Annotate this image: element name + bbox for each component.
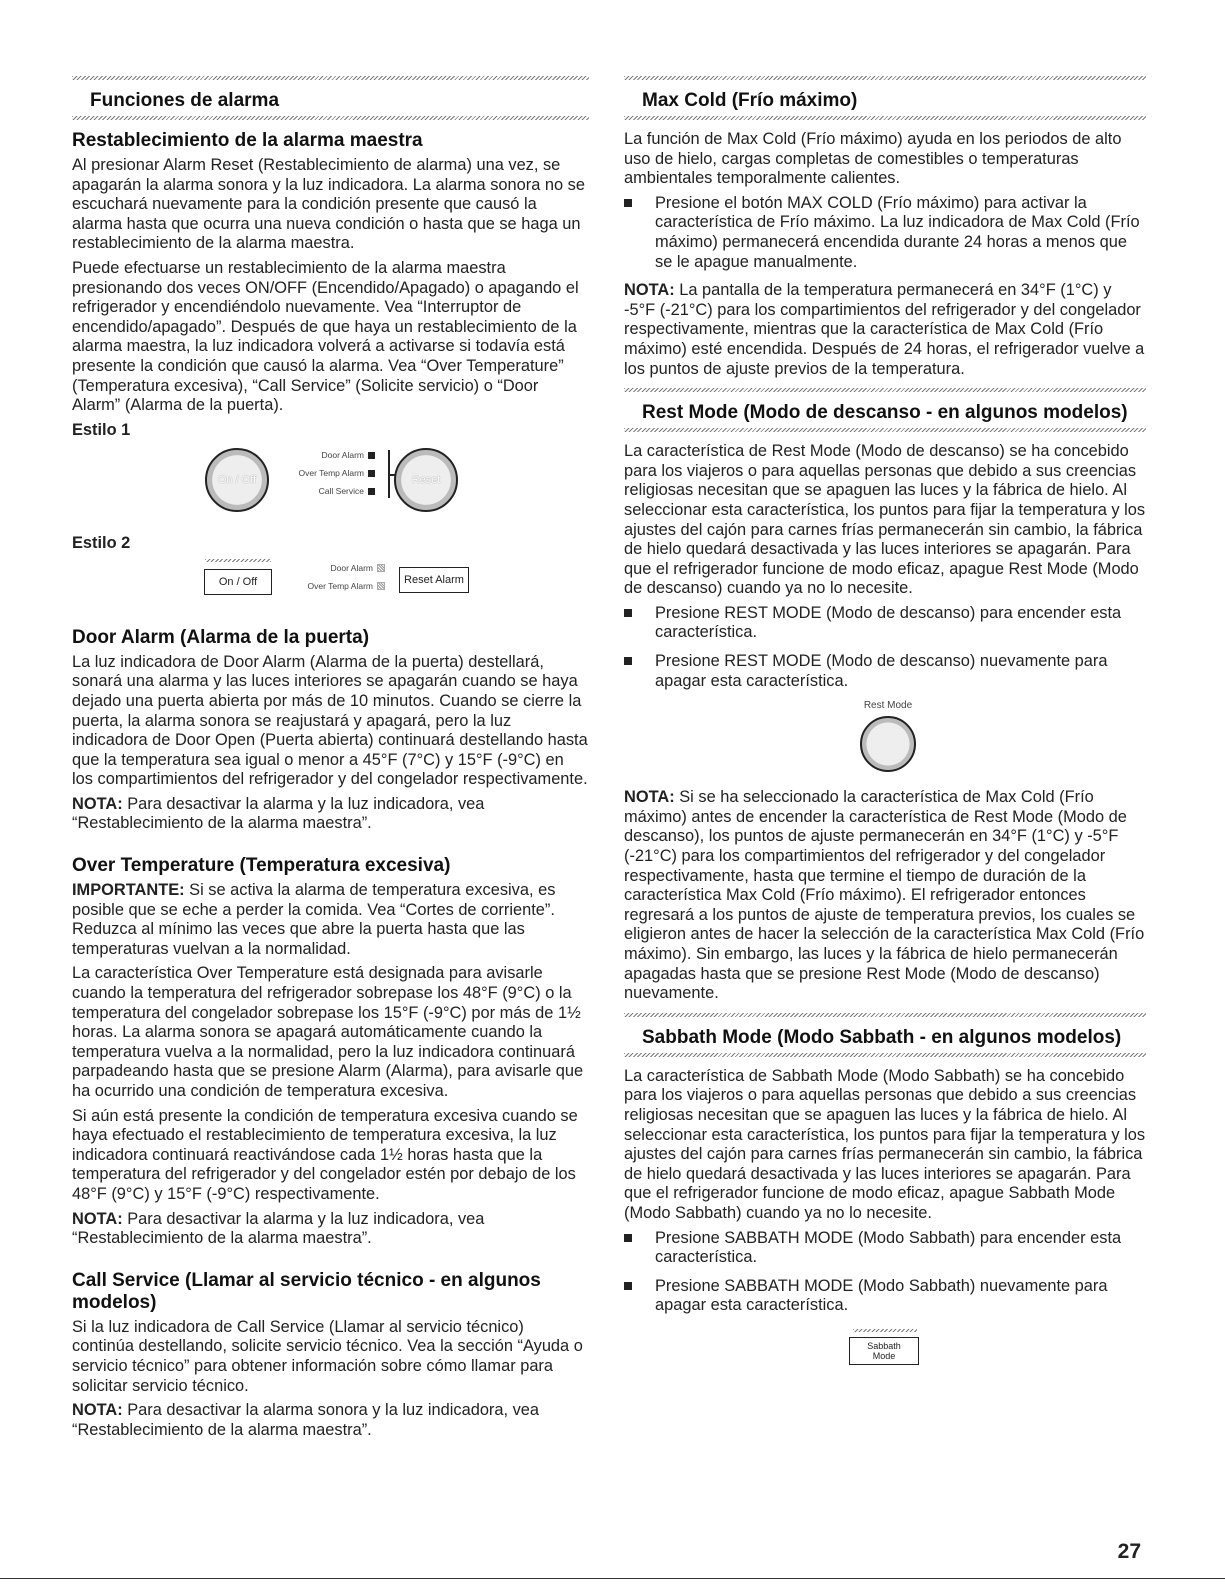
rest-mode-figure	[624, 700, 1146, 788]
subheading-call-service: Call Service (Llamar al servicio técnico - en algunos modelos)	[72, 1269, 541, 1313]
note-text: La pantalla de la temperatura permanecerá en 34°F (1°C) y -5°F (-21°C) para los compartimientos del refrigerador y del congelador respectivamente, mientras que la característica de Max Cold (Frío máximo) esté encendida. Después de 24 horas, el refrigerador vuelve a los puntos de ajuste previos de la temperatura.	[624, 281, 1145, 378]
page-number: 27	[1117, 1540, 1141, 1563]
note-text: Para desactivar la alarma y la luz indicadora, vea “Restablecimiento de la alarma maestra”.	[72, 1209, 485, 1248]
paragraph: La luz indicadora de Door Alarm (Alarma de la puerta) destellará, sonará una alarma y las luces interiores se apagarán cuando se haya dejado una puerta abierta por más de 10 minutos. Cuando se cierre la puerta, la alarma sonora se reajustará y apagará, pero la luz indicadora de Door Open (Puerta abierta) continuará destellando hasta que la temperatura sea igual o menor a 45°F (7°C) y 15°F (-9°C) en los compartimientos del refrigerador y del congelador respectivamente.	[72, 652, 588, 789]
indicator-light	[368, 488, 375, 495]
important-text: Si se activa la alarma de temperatura excesiva, es posible que se eche a perder la comida. Vea “Cortes de corriente”. Reduzca al mínimo las veces que abre la puerta hasta que las temperaturas vuelvan a la normalidad.	[72, 881, 556, 958]
paragraph: La característica de Rest Mode (Modo de descanso) se ha concebido para los viajeros o para aquellas personas que debido a sus creencias religiosas necesitan que se apaguen las luces y la fábrica de hielo. Al seleccionar esta característica, los puntos para fijar la temperatura y los ajustes del cajón para carnes frías permanecerán sin cambio, la fábrica de hielo quedará desactivada y las luces interiores se apagarán. Para que el refrigerador funcione de modo eficaz, apague Rest Mode (Modo de descanso) cuando ya no lo necesite.	[624, 442, 1146, 598]
section-rule	[72, 116, 589, 120]
door-alarm-indicator	[285, 563, 385, 573]
on-off-button[interactable]	[205, 448, 269, 512]
list-item: Presione REST MODE (Modo de descanso) para encender esta característica.	[624, 604, 1146, 643]
indicator-light	[377, 582, 385, 590]
note-label: NOTA:	[624, 788, 675, 807]
call-service-label: Call Service	[318, 485, 364, 496]
subheading-door-alarm: Door Alarm (Alarma de la puerta)	[72, 626, 370, 648]
door-alarm-label: Door Alarm	[321, 449, 364, 460]
section-heading-rest-mode: Rest Mode (Modo de descanso - en algunos modelos)	[642, 402, 1128, 424]
reset-alarm-label: Reset Alarm	[404, 573, 464, 586]
left-column	[72, 76, 589, 1445]
subheading-master-reset: Restablecimiento de la alarma maestra	[72, 130, 423, 151]
note	[72, 1210, 589, 1249]
sabbath-mode-figure	[624, 1325, 1146, 1373]
bullet-list	[624, 1229, 1146, 1316]
bullet-list	[624, 194, 1146, 272]
over-temp-label: Over Temp Alarm	[298, 467, 364, 478]
indicator-light	[368, 452, 375, 459]
important-label: IMPORTANTE:	[72, 881, 185, 900]
paragraph: Puede efectuarse un restablecimiento de la alarma maestra presionando dos veces ON/OFF (Encendido/Apagado) o apagando el refrigerador y encendiéndolo nuevamente. Vea “Interruptor de encendido/apagado”. Después de que haya un restablecimiento de la alarma maestra, la luz indicadora volverá a activarse si todavía está presente la condición que causó la alarma. Vea “Over Temperature” (Temperatura excesiva), “Call Service” (Solicite servicio) o “Door Alarm” (Alarma de la puerta).	[72, 258, 579, 415]
mode-label: Mode	[872, 1350, 896, 1361]
note	[72, 795, 589, 834]
list-item: Presione SABBATH MODE (Modo Sabbath) nuevamente para apagar esta característica.	[624, 1277, 1146, 1316]
on-off-label: On / Off	[218, 575, 258, 588]
call-service-indicator	[275, 486, 375, 496]
list-item: Presione REST MODE (Modo de descanso) nuevamente para apagar esta característica.	[624, 652, 1146, 691]
section-rule	[624, 428, 1146, 432]
over-temp-indicator	[275, 468, 375, 478]
door-alarm-label: Door Alarm	[330, 562, 373, 573]
right-column	[624, 76, 1146, 1373]
button-hatch	[205, 559, 271, 562]
section-heading-alarm: Funciones de alarma	[90, 90, 280, 111]
over-temp-label: Over Temp Alarm	[307, 580, 373, 591]
note	[72, 1401, 589, 1440]
style2-label: Estilo 2	[72, 533, 131, 552]
note-label: NOTA:	[72, 794, 123, 813]
paragraph: La característica Over Temperature está designada para avisarle cuando la temperatura del refrigerador sobrepase los 48°F (9°C) o la temperatura del congelador sobrepase los 15°F (-9°C) por más de 1½ horas. La alarma sonora se apagará automáticamente cuando la temperatura vuelva a la normalidad, pero la luz indicadora continuará parpadeando hasta que se presione Alarm (Alarma), para avisarle que ha ocurrido una condición de temperatura excesiva.	[72, 964, 584, 1100]
style2-control-panel	[72, 553, 589, 627]
section-heading-max-cold: Max Cold (Frío máximo)	[642, 90, 858, 111]
important-note	[72, 881, 589, 959]
door-alarm-indicator	[275, 450, 375, 460]
paragraph: La función de Max Cold (Frío máximo) ayuda en los periodos de alto uso de hielo, cargas completas de comestibles o temperaturas ambientales temporalmente calientes.	[624, 130, 1122, 188]
over-temp-indicator	[285, 581, 385, 591]
spacer	[72, 839, 589, 855]
reset-button[interactable]	[394, 448, 458, 512]
note-text: Si se ha seleccionado la característica de Max Cold (Frío máximo) antes de encender la característica de Rest Mode (Modo de descanso), los puntos de ajuste permanecerán en 34°F (1°C) y -5°F (-21°C) para los compartimientos del refrigerador y del congelador respectivamente, hasta que termine el tiempo de duración de la característica Max Cold (Frío máximo). El refrigerador entonces regresará a los puntos de ajuste de temperatura previos, los cuales se eligieron antes de hacer la selección de la característica Max Cold (Frío máximo). Sin embargo, las luces y la fábrica de hielo permanecerán apagadas hasta que se presione Rest Mode (Modo de descanso) nuevamente.	[624, 788, 1145, 1003]
reset-label: Reset	[411, 473, 441, 486]
subheading-over-temperature: Over Temperature (Temperatura excesiva)	[72, 855, 451, 877]
note-text: Para desactivar la alarma sonora y la luz indicadora, vea “Restablecimiento de la alarma maestra”.	[72, 1401, 540, 1439]
reset-alarm-button[interactable]	[399, 567, 469, 593]
paragraph: La característica de Sabbath Mode (Modo Sabbath) se ha concebido para los viajeros o para aquellas personas que debido a sus creencias religiosas necesitan que se apaguen las luces y la fábrica de hielo. Al seleccionar esta característica, los puntos para fijar la temperatura y los ajustes del cajón para carnes frías permanecerán sin cambio, la fábrica de hielo quedará desactivada y las luces interiores se apagarán. Para que el refrigerador funcione de modo eficaz, apague Sabbath Mode (Modo Sabbath) cuando ya no lo necesite.	[624, 1066, 1146, 1222]
style1-control-panel	[72, 440, 589, 530]
list-item: Presione el botón MAX COLD (Frío máximo) para activar la característica de Frío máximo. La luz indicadora de Max Cold (Frío máximo) permanecerá encendida durante 24 horas a menos que se le apague manualmente.	[624, 194, 1146, 272]
rest-mode-figure-label: Rest Mode	[863, 700, 913, 712]
indicator-light	[377, 564, 385, 572]
note	[624, 788, 1146, 1004]
note-label: NOTA:	[624, 281, 675, 300]
bottom-rule	[0, 1578, 1225, 1579]
section-heading-sabbath-mode: Sabbath Mode (Modo Sabbath - en algunos modelos)	[642, 1026, 1122, 1048]
paragraph: Al presionar Alarm Reset (Restablecimiento de alarma) una vez, se apagarán la alarma sonora y la luz indicadora. La alarma sonora no se escuchará nuevamente para la condición presente que causó la alarma hasta que ocurra una nueva condición o hasta que se haga un restablecimiento de la alarma maestra.	[72, 156, 585, 253]
section-rule	[624, 1053, 1146, 1057]
list-item: Presione SABBATH MODE (Modo Sabbath) para encender esta característica.	[624, 1229, 1146, 1268]
sabbath-mode-button[interactable]	[849, 1337, 919, 1365]
paragraph: Si aún está presente la condición de temperatura excesiva cuando se haya efectuado el restablecimiento de temperatura excesiva, la luz indicadora continuará reactivándose cada 1½ horas hasta que la temperatura del refrigerador y del congelador estén por debajo de los 48°F (9°C) y 15°F (-9°C) respectivamente.	[72, 1106, 578, 1203]
rest-mode-button[interactable]	[860, 716, 916, 772]
note-label: NOTA:	[72, 1209, 123, 1228]
sabbath-label: Sabbath	[867, 1340, 901, 1351]
note	[624, 281, 1146, 379]
section-rule	[624, 116, 1146, 120]
on-off-label: On / Off	[217, 473, 257, 486]
indicator-light	[368, 470, 375, 477]
spacer	[72, 1254, 589, 1270]
button-hatch	[853, 1329, 917, 1332]
style1-label: Estilo 1	[72, 420, 131, 439]
bullet-list	[624, 604, 1146, 691]
note-label: NOTA:	[72, 1401, 123, 1420]
note-text: Para desactivar la alarma y la luz indicadora, vea “Restablecimiento de la alarma maestra”.	[72, 794, 485, 833]
paragraph: Si la luz indicadora de Call Service (Llamar al servicio técnico) continúa destellando, solicite servicio técnico. Vea la sección “Ayuda o servicio técnico” para obtener información sobre cómo llamar para solicitar servicio técnico.	[72, 1317, 583, 1395]
on-off-button[interactable]	[204, 569, 272, 595]
